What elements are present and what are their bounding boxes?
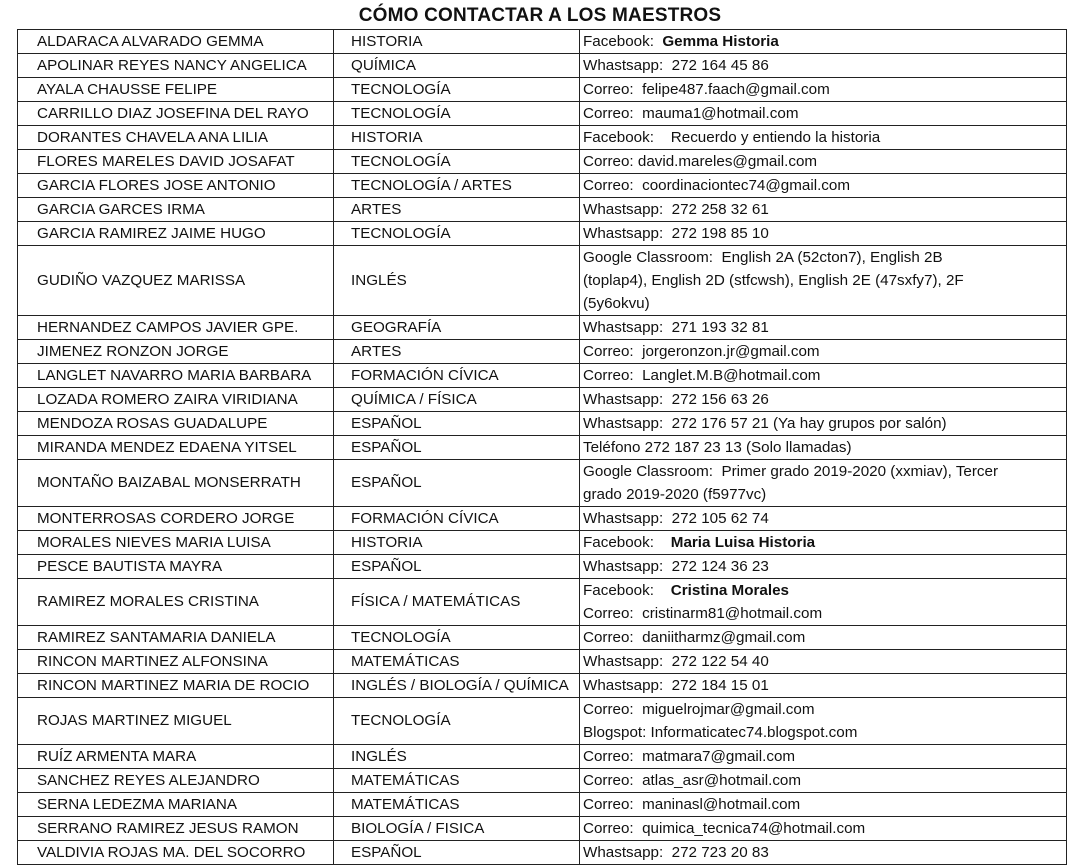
subject-cell: ESPAÑOL [334,555,580,579]
teacher-name-cell: ROJAS MARTINEZ MIGUEL [18,698,334,745]
contact-line [583,769,1066,792]
table-row [18,412,1067,436]
subject-cell: MATEMÁTICAS [334,769,580,793]
contact-line [583,316,1066,339]
contact-label: Correo: [583,629,643,646]
table-row [18,198,1067,222]
table-row [18,531,1067,555]
contact-label: Correo: [583,343,643,360]
subject-cell: TECNOLOGÍA [334,78,580,102]
contact-value: 272 105 62 74 [671,510,769,527]
contact-line [583,626,1066,649]
table-row [18,436,1067,460]
contact-label: Whastsapp: [583,415,672,432]
subject-cell: MATEMÁTICAS [334,650,580,674]
contact-line [583,388,1066,411]
contact-line [583,436,1066,459]
teacher-name-cell: MONTERROSAS CORDERO JORGE [18,507,334,531]
contact-value: 272 164 45 86 [671,57,769,74]
contact-value: 272 198 85 10 [671,225,769,242]
contact-line [583,460,1066,483]
teacher-name-cell: MIRANDA MENDEZ EDAENA YITSEL [18,436,334,460]
contact-cell [580,674,1067,698]
contact-label: Whastsapp: [583,653,672,670]
table-row [18,579,1067,626]
table-row [18,150,1067,174]
contact-cell [580,340,1067,364]
contact-cell [580,531,1067,555]
contact-line [583,78,1066,101]
teacher-name-cell: GARCIA GARCES IRMA [18,198,334,222]
contact-value: 272 122 54 40 [671,653,769,670]
subject-cell: BIOLOGÍA / FISICA [334,817,580,841]
contact-label: Whastsapp: [583,844,672,861]
contact-label: Correo: [583,81,643,98]
contact-label: Whastsapp: [583,391,672,408]
teacher-name-cell: RAMIREZ SANTAMARIA DANIELA [18,626,334,650]
subject-cell: INGLÉS / BIOLOGÍA / QUÍMICA [334,674,580,698]
contact-line [583,483,1066,506]
subject-cell: ESPAÑOL [334,460,580,507]
contact-label: Google Classroom: [583,463,722,480]
contact-value: jorgeronzon.jr@gmail.com [642,343,820,360]
contact-value: 272 184 15 01 [671,677,769,694]
subject-cell: TECNOLOGÍA [334,150,580,174]
contact-line [583,650,1066,673]
contact-cell [580,555,1067,579]
contact-line [583,150,1066,173]
contact-label: Whastsapp: [583,510,672,527]
contact-cell [580,222,1067,246]
subject-cell: GEOGRAFÍA [334,316,580,340]
teacher-name-cell: SANCHEZ REYES ALEJANDRO [18,769,334,793]
contact-cell [580,388,1067,412]
teacher-name-cell: MONTAÑO BAIZABAL MONSERRATH [18,460,334,507]
contact-line [583,507,1066,530]
contact-cell [580,126,1067,150]
table-row [18,54,1067,78]
contact-label: Whastsapp: [583,319,672,336]
contact-cell [580,817,1067,841]
teacher-name-cell: GUDIÑO VAZQUEZ MARISSA [18,246,334,316]
contact-line [583,30,1066,53]
contact-label: Correo: [583,748,643,765]
subject-cell: TECNOLOGÍA [334,222,580,246]
contact-value: 272 187 23 13 (Solo llamadas) [644,439,852,456]
contact-value: Gemma Historia [662,33,779,50]
contact-label: Whastsapp: [583,558,672,575]
contact-line [583,340,1066,363]
subject-cell: TECNOLOGÍA [334,102,580,126]
contact-label: Correo: [583,105,643,122]
contact-value: david.mareles@gmail.com [637,153,818,170]
subject-cell: ARTES [334,198,580,222]
teacher-name-cell: RINCON MARTINEZ ALFONSINA [18,650,334,674]
table-row [18,364,1067,388]
table-row [18,793,1067,817]
teacher-name-cell: JIMENEZ RONZON JORGE [18,340,334,364]
subject-cell: FORMACIÓN CÍVICA [334,364,580,388]
contact-value: daniitharmz@gmail.com [642,629,806,646]
contact-cell [580,698,1067,745]
contact-cell [580,793,1067,817]
contact-label: Correo: [583,820,643,837]
contact-value: miguelrojmar@gmail.com [642,701,815,718]
page-title: CÓMO CONTACTAR A LOS MAESTROS [358,5,722,26]
contact-label: Teléfono [583,439,645,456]
teacher-name-cell: ALDARACA ALVARADO GEMMA [18,30,334,54]
contact-value: felipe487.faach@gmail.com [642,81,830,98]
contact-line [583,412,1066,435]
contact-value: mauma1@hotmail.com [642,105,799,122]
subject-cell: INGLÉS [334,745,580,769]
contact-value: cristinarm81@hotmail.com [642,605,823,622]
contact-label: Blogspot: [583,724,651,741]
contact-value: coordinaciontec74@gmail.com [642,177,850,194]
contact-label: Facebook: [583,582,671,599]
contact-label: Whastsapp: [583,201,672,218]
contact-label: Whastsapp: [583,57,672,74]
teacher-name-cell: LOZADA ROMERO ZAIRA VIRIDIANA [18,388,334,412]
table-row [18,174,1067,198]
subject-cell: ESPAÑOL [334,436,580,460]
teacher-name-cell: MENDOZA ROSAS GUADALUPE [18,412,334,436]
contact-label: Facebook: [583,33,663,50]
contact-line [583,745,1066,768]
table-row [18,340,1067,364]
contact-cell [580,174,1067,198]
contact-value: 272 258 32 61 [671,201,769,218]
subject-cell: FORMACIÓN CÍVICA [334,507,580,531]
contact-label: Facebook: [583,534,671,551]
contact-label: Whastsapp: [583,677,672,694]
contact-line [583,531,1066,554]
contact-label: Correo: [583,772,643,789]
table-row [18,126,1067,150]
subject-cell: ARTES [334,340,580,364]
table-row [18,388,1067,412]
teacher-name-cell: GARCIA FLORES JOSE ANTONIO [18,174,334,198]
contact-value: maninasl@hotmail.com [642,796,801,813]
contact-cell [580,316,1067,340]
contact-cell [580,841,1067,865]
teacher-name-cell: MORALES NIEVES MARIA LUISA [18,531,334,555]
contact-value: quimica_tecnica74@hotmail.com [642,820,866,837]
teacher-name-cell: DORANTES CHAVELA ANA LILIA [18,126,334,150]
contact-label: Facebook: [583,129,671,146]
table-row [18,78,1067,102]
contact-label: Correo: [583,796,643,813]
contact-line [583,602,1066,625]
table-row [18,698,1067,745]
contact-value: atlas_asr@hotmail.com [642,772,802,789]
contact-line [583,579,1066,602]
contact-line [583,54,1066,77]
contact-line [583,793,1066,816]
contact-line [583,817,1066,840]
table-row [18,246,1067,316]
table-body [18,30,1067,865]
table-row [18,769,1067,793]
contact-value: (toplap4), English 2D (stfcwsh), English 2E (47sxfy7), 2F [583,272,964,289]
table-row [18,222,1067,246]
contact-line [583,721,1066,744]
subject-cell: HISTORIA [334,531,580,555]
subject-cell: INGLÉS [334,246,580,316]
contact-label: Correo: [583,367,643,384]
subject-cell: TECNOLOGÍA / ARTES [334,174,580,198]
teacher-name-cell: AYALA CHAUSSE FELIPE [18,78,334,102]
teacher-name-cell: HERNANDEZ CAMPOS JAVIER GPE. [18,316,334,340]
table-row [18,745,1067,769]
contact-line [583,364,1066,387]
contact-line [583,222,1066,245]
contact-value: matmara7@gmail.com [642,748,796,765]
contact-value: Informaticatec74.blogspot.com [650,724,858,741]
contact-cell [580,460,1067,507]
contact-line [583,198,1066,221]
contact-value: 271 193 32 81 [671,319,769,336]
contact-cell [580,745,1067,769]
teacher-name-cell: LANGLET NAVARRO MARIA BARBARA [18,364,334,388]
contact-label: Correo: [583,605,643,622]
table-row [18,626,1067,650]
teacher-name-cell: CARRILLO DIAZ JOSEFINA DEL RAYO [18,102,334,126]
contact-cell [580,246,1067,316]
contact-line [583,269,1066,292]
subject-cell: ESPAÑOL [334,841,580,865]
contact-line [583,674,1066,697]
subject-cell: TECNOLOGÍA [334,698,580,745]
table-row [18,30,1067,54]
contact-cell [580,30,1067,54]
contact-cell [580,150,1067,174]
contact-line [583,246,1066,269]
teacher-name-cell: RINCON MARTINEZ MARIA DE ROCIO [18,674,334,698]
contact-value: 272 124 36 23 [671,558,769,575]
contact-cell [580,436,1067,460]
contact-cell [580,626,1067,650]
contact-value: Recuerdo y entiendo la historia [670,129,881,146]
table-row [18,507,1067,531]
subject-cell: ESPAÑOL [334,412,580,436]
teacher-name-cell: SERRANO RAMIREZ JESUS RAMON [18,817,334,841]
teacher-name-cell: RUÍZ ARMENTA MARA [18,745,334,769]
table-row [18,841,1067,865]
teacher-name-cell: PESCE BAUTISTA MAYRA [18,555,334,579]
contact-cell [580,364,1067,388]
table-row [18,102,1067,126]
table-row [18,674,1067,698]
contact-value: grado 2019-2020 (f5977vc) [583,486,767,503]
table-row [18,460,1067,507]
contact-line [583,292,1066,315]
table-row [18,555,1067,579]
contact-value: English 2A (52cton7), English 2B [721,249,943,266]
contact-cell [580,198,1067,222]
subject-cell: FÍSICA / MATEMÁTICAS [334,579,580,626]
table-row [18,650,1067,674]
contact-value: Primer grado 2019-2020 (xxmiav), Tercer [721,463,999,480]
contact-cell [580,769,1067,793]
contact-cell [580,412,1067,436]
subject-cell: QUÍMICA / FÍSICA [334,388,580,412]
contact-line [583,555,1066,578]
contact-value: Cristina Morales [670,582,789,599]
contact-cell [580,54,1067,78]
contact-value: 272 723 20 83 [671,844,769,861]
contact-value: 272 156 63 26 [671,391,769,408]
contact-cell [580,507,1067,531]
contact-cell [580,78,1067,102]
contact-value: 272 176 57 21 (Ya hay grupos por salón) [671,415,947,432]
contact-cell [580,650,1067,674]
teacher-name-cell: VALDIVIA ROJAS MA. DEL SOCORRO [18,841,334,865]
teacher-contact-table [17,29,1067,865]
contact-line [583,174,1066,197]
contact-label: Correo: [583,177,643,194]
teacher-name-cell: SERNA LEDEZMA MARIANA [18,793,334,817]
contact-cell [580,579,1067,626]
contact-line [583,841,1066,864]
table-row [18,316,1067,340]
subject-cell: MATEMÁTICAS [334,793,580,817]
contact-cell [580,102,1067,126]
contact-value: Langlet.M.B@hotmail.com [642,367,821,384]
teacher-name-cell: APOLINAR REYES NANCY ANGELICA [18,54,334,78]
teacher-name-cell: FLORES MARELES DAVID JOSAFAT [18,150,334,174]
contact-value: Maria Luisa Historia [670,534,816,551]
subject-cell: HISTORIA [334,126,580,150]
subject-cell: TECNOLOGÍA [334,626,580,650]
contact-line [583,126,1066,149]
subject-cell: HISTORIA [334,30,580,54]
table-row [18,817,1067,841]
teacher-name-cell: RAMIREZ MORALES CRISTINA [18,579,334,626]
contact-label: Correo: [583,701,643,718]
teacher-name-cell: GARCIA RAMIREZ JAIME HUGO [18,222,334,246]
contact-label: Whastsapp: [583,225,672,242]
contact-label: Correo: [583,153,638,170]
contact-line [583,698,1066,721]
contact-label: Google Classroom: [583,249,722,266]
contact-value: (5y6okvu) [583,295,650,312]
subject-cell: QUÍMICA [334,54,580,78]
contact-line [583,102,1066,125]
